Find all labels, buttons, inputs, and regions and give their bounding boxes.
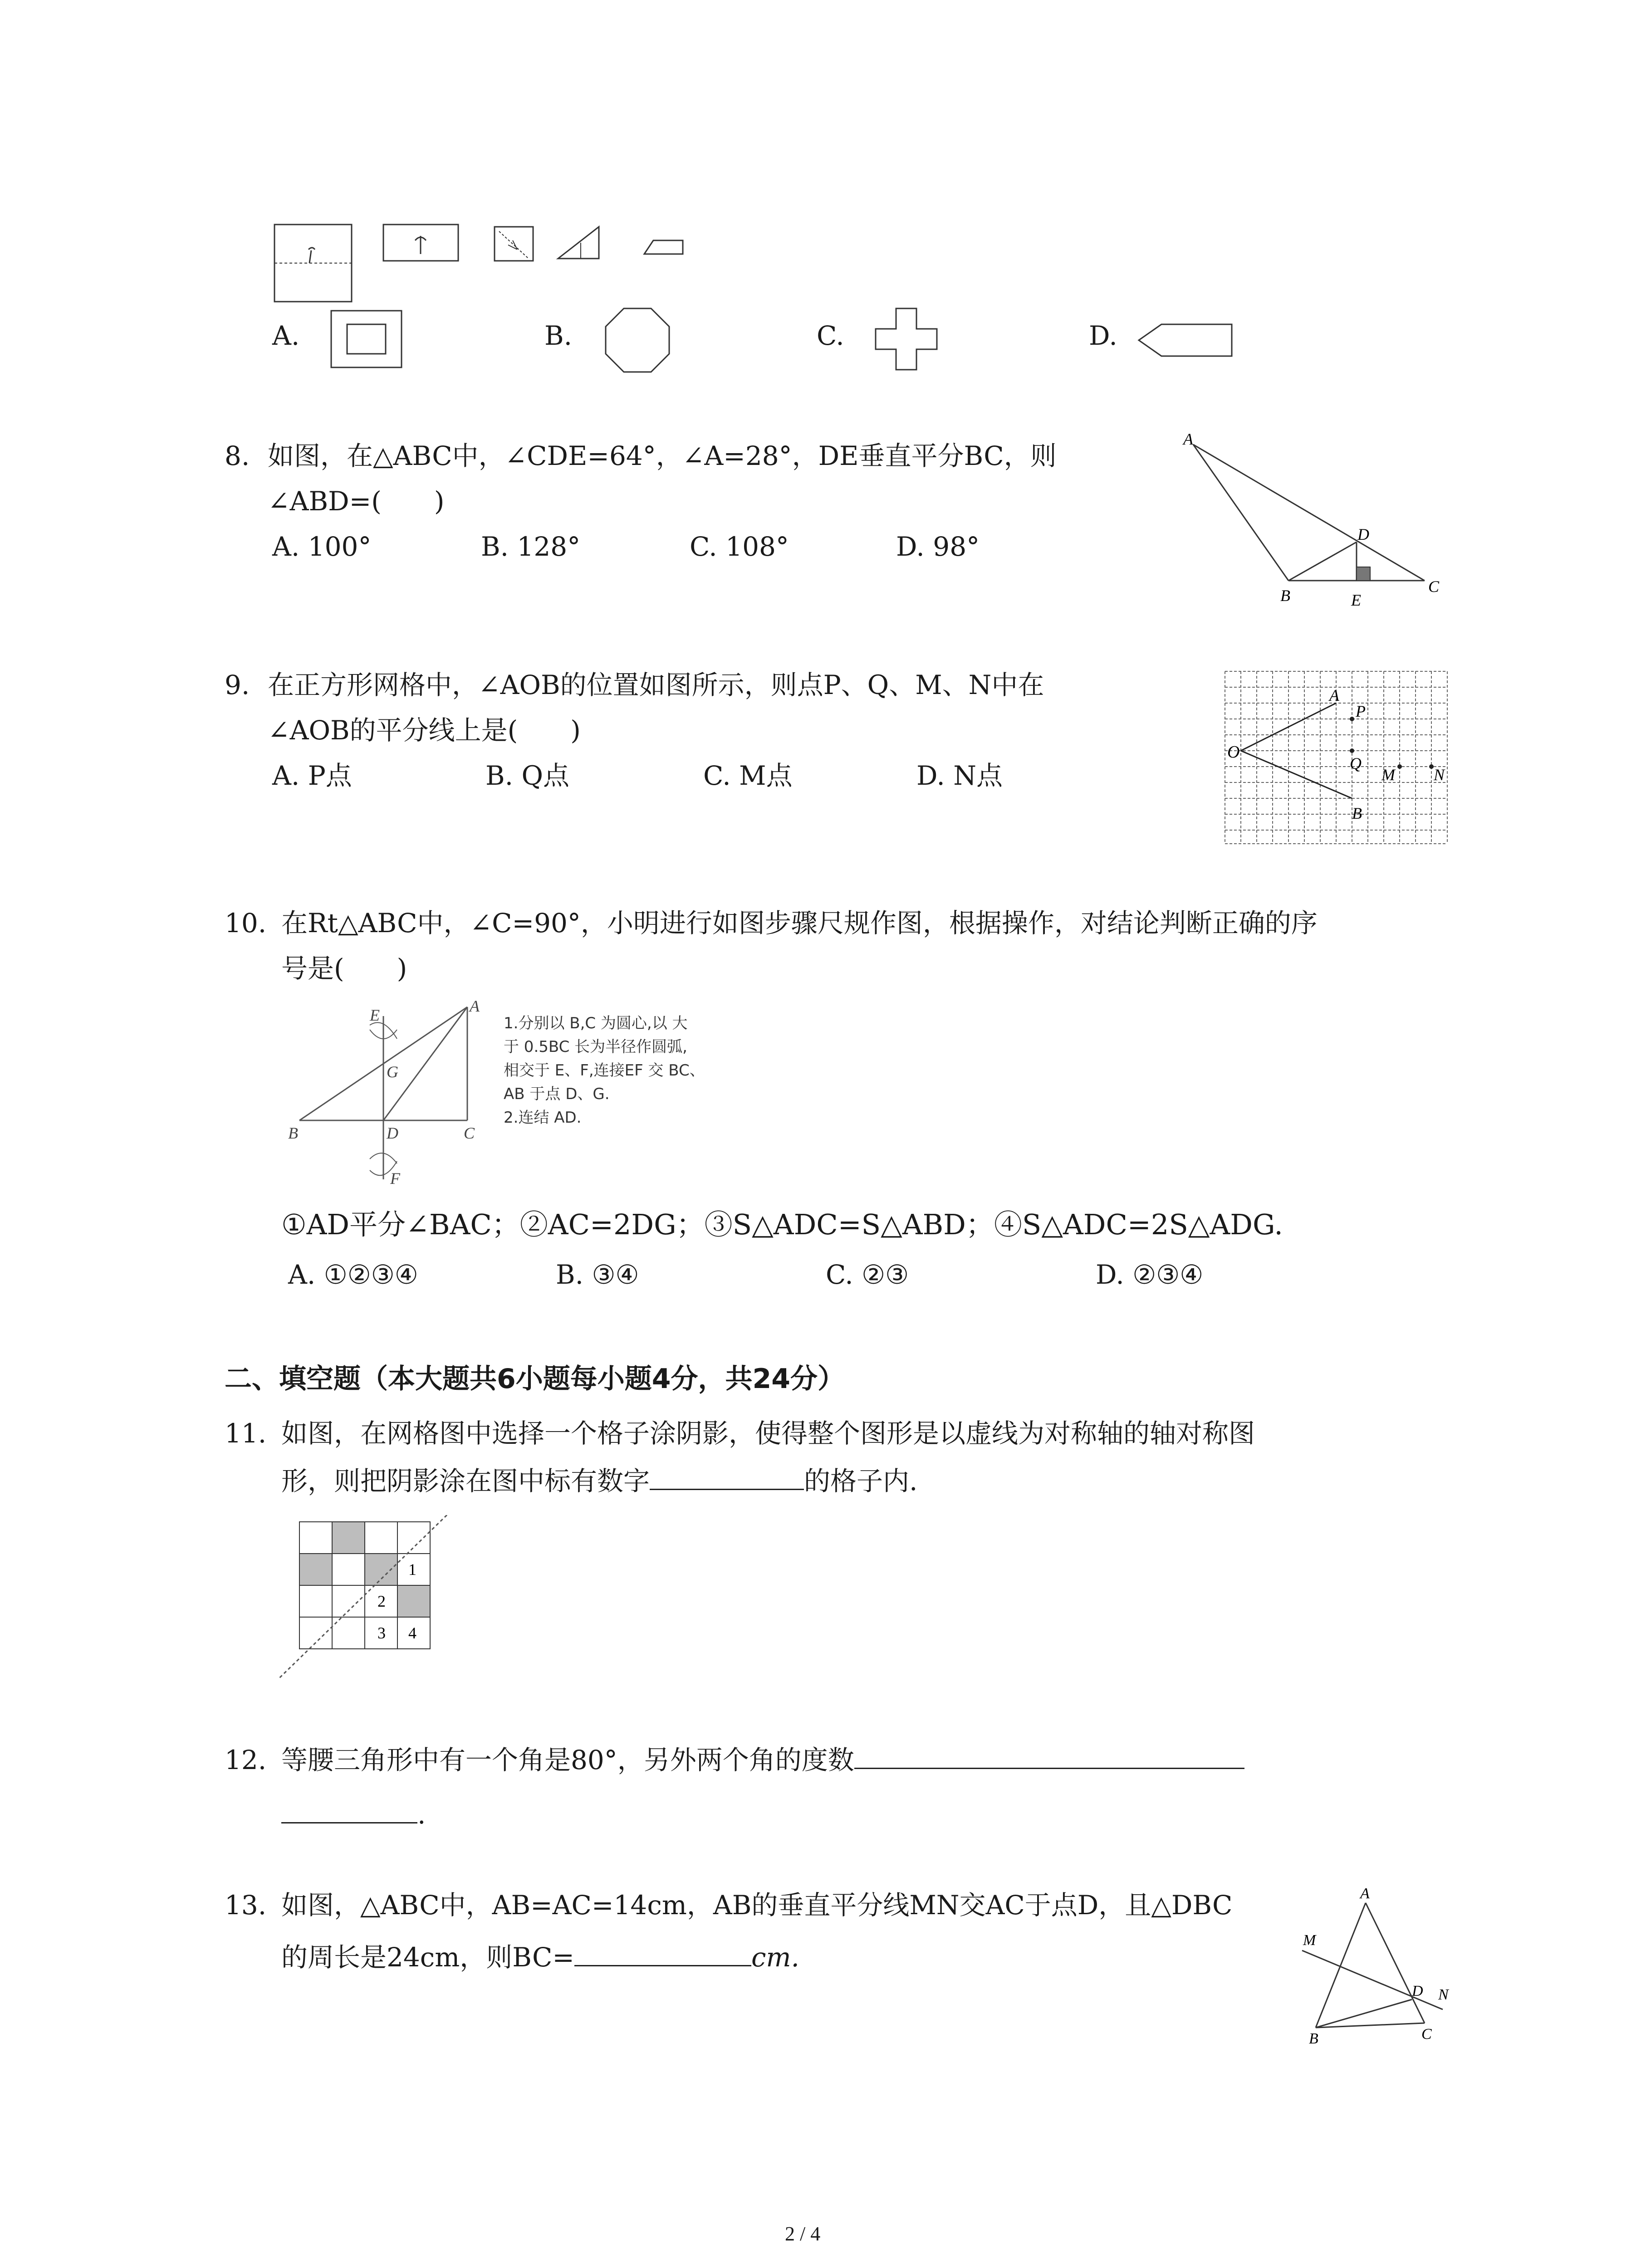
q7-option-a-label: A. — [272, 320, 300, 351]
q9-label-m: M — [1381, 766, 1395, 784]
q13-number: 13. — [225, 1890, 267, 1921]
q11-cell-4: 4 — [408, 1624, 416, 1642]
q10-option-c: C. ②③ — [826, 1259, 909, 1290]
q8-line2: ∠ABD=( ) — [268, 486, 445, 517]
q11-cell-3: 3 — [377, 1624, 386, 1642]
q9-number: 9. — [225, 670, 250, 700]
q8-option-a: A. 100° — [272, 531, 372, 562]
q10-step-line: 2.连结 AD. — [504, 1109, 582, 1127]
q9-grid-figure — [1220, 667, 1456, 848]
q7-option-b-label: B. — [544, 320, 573, 351]
q13-label-c: C — [1421, 2026, 1432, 2043]
q11-line2-end: 的格子内. — [804, 1466, 918, 1496]
q8-option-c: C. 108° — [690, 531, 789, 562]
q12-line1 — [281, 1737, 1244, 1783]
q10-option-b: B. ③④ — [556, 1259, 639, 1290]
q7-option-a-figure — [327, 306, 408, 374]
q9-option-c: C. M点 — [703, 760, 793, 791]
q7-option-c-figure — [871, 304, 944, 376]
q10-step-line: 1.分别以 B,C 为圆心,以 大 — [504, 1014, 688, 1032]
q9-option-b: B. Q点 — [485, 760, 570, 791]
q9-label-n: N — [1434, 766, 1445, 784]
q10-label-b: B — [288, 1124, 298, 1142]
q10-line1: 在Rt△ABC中，∠C=90°，小明进行如图步骤尺规作图，根据操作，对结论判断正确的序 — [281, 908, 1318, 938]
q11-number: 11. — [225, 1418, 267, 1449]
q8-number: 8. — [225, 440, 250, 471]
q10-steps — [504, 1012, 705, 1129]
q13-label-a: A — [1360, 1885, 1370, 1902]
q10-label-g: G — [387, 1063, 398, 1081]
q9-label-p: P — [1356, 702, 1366, 720]
q10-conclusions: ①AD平分∠BAC；②AC=2DG；③S△ADC=S△ABD；④S△ADC=2S△ADG. — [281, 1208, 1283, 1241]
q8-option-b: B. 128° — [481, 531, 581, 562]
q10-option-a: A. ①②③④ — [288, 1259, 418, 1290]
q11-line2-start: 形，则把阴影涂在图中标有数字 — [281, 1466, 650, 1496]
q10-option-d: D. ②③④ — [1096, 1259, 1204, 1290]
q8-label-a: A — [1183, 431, 1193, 448]
q10-label-e: E — [370, 1006, 380, 1024]
q12-answer-blank-continued[interactable] — [281, 1795, 417, 1823]
q9-option-a: A. P点 — [272, 760, 352, 791]
q9-label-q: Q — [1350, 754, 1362, 772]
q13-line2-end: cm. — [751, 1942, 799, 1973]
q10-step-line: 相交于 E、F,连接EF 交 BC、 — [504, 1061, 705, 1080]
q8-label-c: C — [1428, 577, 1440, 596]
q13-line2 — [281, 1935, 799, 1980]
section-heading: 二、填空题（本大题共6小题每小题4分，共24分） — [225, 1363, 845, 1395]
q10-number: 10. — [225, 908, 267, 938]
q10-label-d: D — [387, 1124, 398, 1142]
q11-answer-blank[interactable] — [650, 1461, 804, 1490]
page-number: 2 / 4 — [785, 2223, 821, 2245]
q8-triangle-figure — [1180, 431, 1488, 612]
q8-label-d: D — [1357, 525, 1369, 543]
q9-option-d: D. N点 — [916, 760, 1003, 791]
q13-line2-start: 的周长是24cm，则BC= — [281, 1942, 574, 1973]
q10-label-c: C — [464, 1124, 475, 1142]
q7-option-d-label: D. — [1089, 320, 1117, 351]
q12-line2-end: . — [417, 1799, 426, 1830]
q13-label-d: D — [1412, 1983, 1423, 1999]
q11-line2 — [281, 1458, 917, 1504]
q13-triangle-figure — [1293, 1882, 1474, 2046]
q13-label-n: N — [1438, 1986, 1449, 2003]
q7-option-b-figure — [599, 304, 676, 376]
q13-line1: 如图，△ABC中，AB=AC=14cm，AB的垂直平分线MN交AC于点D，且△DBC — [281, 1890, 1233, 1921]
q10-label-f: F — [390, 1169, 400, 1188]
q9-line2: ∠AOB的平分线上是( ) — [268, 715, 581, 746]
q9-line1: 在正方形网格中，∠AOB的位置如图所示，则点P、Q、M、N中在 — [268, 670, 1044, 700]
q7-option-c-label: C. — [817, 320, 844, 351]
q11-grid-figure — [272, 1515, 454, 1683]
q7-option-d-figure — [1134, 318, 1243, 363]
q7-folding-figures — [268, 213, 712, 313]
q13-answer-blank[interactable] — [574, 1938, 751, 1966]
q10-line2: 号是( ) — [281, 953, 407, 984]
q10-step-line: AB 于点 D、G. — [504, 1085, 610, 1103]
q9-label-o: O — [1227, 743, 1240, 762]
q10-construction-figure — [281, 998, 490, 1198]
q9-label-b: B — [1352, 804, 1362, 822]
q8-label-b: B — [1280, 587, 1290, 605]
q10-label-a: A — [470, 998, 480, 1015]
q12-line2 — [281, 1792, 426, 1837]
q11-line1: 如图，在网格图中选择一个格子涂阴影，使得整个图形是以虚线为对称轴的轴对称图 — [281, 1418, 1255, 1449]
q8-option-d: D. 98° — [896, 531, 980, 562]
q12-line1-text: 等腰三角形中有一个角是80°，另外两个角的度数 — [281, 1745, 854, 1775]
q13-label-m: M — [1303, 1932, 1316, 1949]
q8-line1: 如图，在△ABC中，∠CDE=64°，∠A=28°，DE垂直平分BC，则 — [268, 440, 1057, 471]
q12-number: 12. — [225, 1745, 267, 1775]
q13-label-b: B — [1309, 2030, 1318, 2046]
q10-step-line: 于 0.5BC 长为半径作圆弧, — [504, 1038, 687, 1056]
q8-label-e: E — [1351, 591, 1361, 609]
q11-cell-2: 2 — [377, 1592, 386, 1610]
q9-label-a: A — [1329, 686, 1339, 704]
q11-cell-1: 1 — [408, 1560, 416, 1579]
q12-answer-blank[interactable] — [854, 1740, 1244, 1769]
